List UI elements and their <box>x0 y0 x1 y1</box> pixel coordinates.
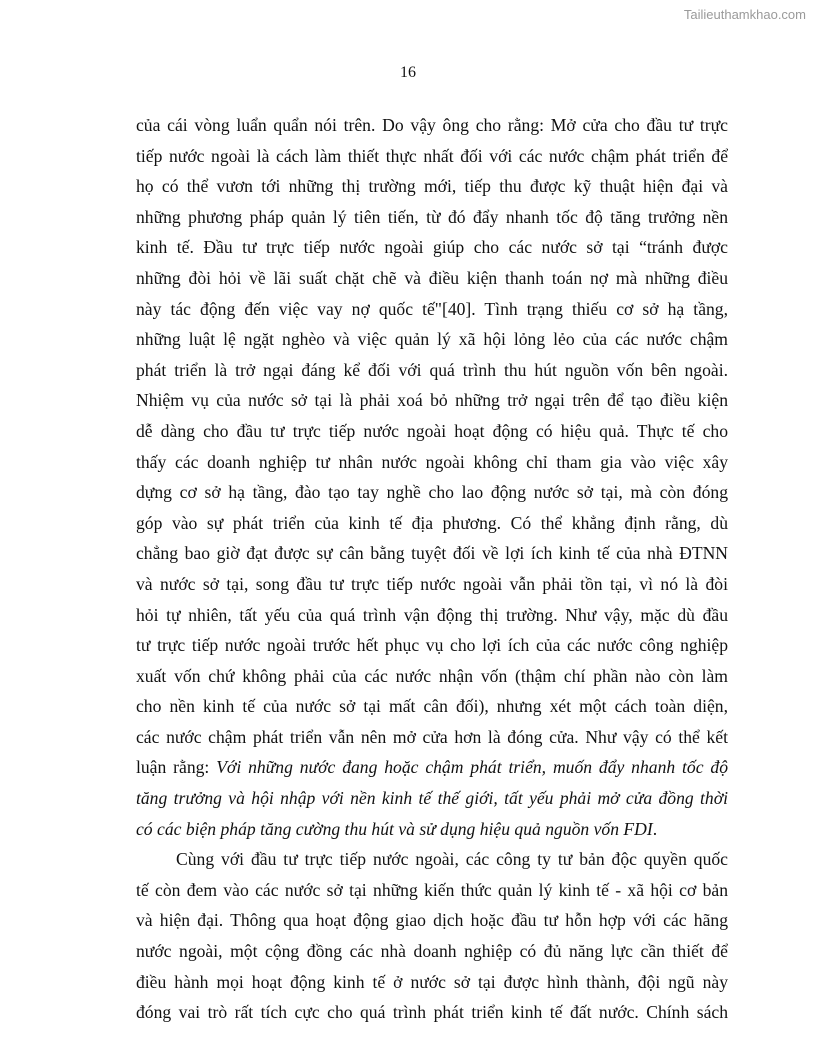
text-line: Nhiệm vụ của nước sở tại là phải xoá bỏ những trở ngại trên để tạo điều kiện <box>136 390 728 411</box>
conclusion-lead: luận rằng: <box>136 757 217 778</box>
text-line: kinh tế. Đầu tư trực tiếp nước ngoài giúp cho các nước sở tại “tránh được <box>136 237 728 258</box>
text-line: cho nền kinh tế của nước sở tại mất cân đối), nhưng xét một cách toàn diện, <box>136 696 728 717</box>
text-line: dễ dàng cho đầu tư trực tiếp nước ngoài hoạt động có hiệu quả. Thực tế cho <box>136 420 728 441</box>
text-line: góp vào sự phát triển của kinh tế địa phương. Có thể khẳng định rằng, dù <box>136 512 728 533</box>
paragraph-line: đóng vai trò rất tích cực cho quá trình phát triển kinh tế đất nước. Chính sách <box>136 1002 728 1023</box>
conclusion-line <box>136 814 728 845</box>
text-line: xuất vốn chứ không phải của các nước nhận vốn (thậm chí phần nào còn làm <box>136 665 728 686</box>
italic-conclusion: Với những nước đang hoặc chậm phát triển, muốn đẩy nhanh tốc độ <box>216 757 728 778</box>
text-line: dựng cơ sở hạ tầng, đào tạo tay nghề cho lao động nước sở tại, mà còn đóng <box>136 482 728 503</box>
text-line: này tác động đến việc vay nợ quốc tế"[40]. Tình trạng thiếu cơ sở hạ tầng, <box>136 298 728 319</box>
watermark: Tailieuthamkhao.com <box>683 7 806 22</box>
text-line: những đòi hỏi về lãi suất chặt chẽ và điều kiện thanh toán nợ mà những điều <box>136 267 728 288</box>
text-line: những luật lệ ngặt nghèo và việc quản lý xã hội lỏng lẻo của các nước chậm <box>136 329 728 350</box>
text-line: chẳng bao giờ đạt được sự cân bằng tuyệt đối về lợi ích kinh tế của nhà ĐTNN <box>136 543 728 564</box>
text-line: của cái vòng luẩn quẩn nói trên. Do vậy ông cho rằng: Mở cửa cho đầu tư trực <box>136 115 728 135</box>
text-line: hỏi tự nhiên, tất yếu của quá trình vận động thị trường. Như vậy, mặc dù đầu <box>136 604 728 625</box>
paragraph-line: nước ngoài, một cộng đồng các nhà doanh nghiệp có đủ năng lực cần thiết để <box>136 941 728 962</box>
paragraph-line: tế còn đem vào các nước sở tại những kiến thức quản lý kinh tế - xã hội cơ bản <box>136 879 728 900</box>
text-line: tiếp nước ngoài là cách làm thiết thực nhất đối với các nước chậm phát triển để <box>136 145 728 166</box>
page-number: 16 <box>400 64 416 81</box>
text-line: các nước chậm phát triển vẫn nên mở cửa hơn là đóng cửa. Như vậy có thể kết <box>136 726 728 747</box>
conclusion-line <box>136 783 728 814</box>
body-text <box>136 110 728 1028</box>
italic-conclusion: tăng trưởng và hội nhập với nền kinh tế thế giới, tất yếu phải mở cửa đồng thời <box>136 788 728 809</box>
text-line: tư trực tiếp nước ngoài trước hết phục vụ cho lợi ích của các nước công nghiệp <box>136 635 728 656</box>
conclusion-line <box>136 752 728 783</box>
text-line: và nước sở tại, song đầu tư trực tiếp nước ngoài vẫn phải tồn tại, vì nó là đòi <box>136 573 728 594</box>
text-line: những phương pháp quản lý tiên tiến, từ đó đẩy nhanh tốc độ tăng trưởng nền <box>136 206 728 227</box>
text-line: thấy các doanh nghiệp tư nhân nước ngoài không chỉ tham gia vào việc xây <box>136 451 728 472</box>
paragraph-line: Cùng với đầu tư trực tiếp nước ngoài, các công ty tư bản độc quyền quốc <box>176 849 728 870</box>
conclusion-end: . <box>652 818 658 839</box>
paragraph-line: điều hành mọi hoạt động kinh tế ở nước sở tại được hình thành, đội ngũ này <box>136 971 728 992</box>
text-line: phát triển là trở ngại đáng kể đối với quá trình thu hút nguồn vốn bên ngoài. <box>136 359 728 380</box>
italic-conclusion: có các biện pháp tăng cường thu hút và sử dụng hiệu quả nguồn vốn FDI <box>136 818 653 839</box>
text-line: họ có thể vươn tới những thị trường mới, tiếp thu được kỹ thuật hiện đại và <box>136 176 728 197</box>
paragraph-line: và hiện đại. Thông qua hoạt động giao dịch hoặc đầu tư hỗn hợp với các hãng <box>136 910 728 931</box>
